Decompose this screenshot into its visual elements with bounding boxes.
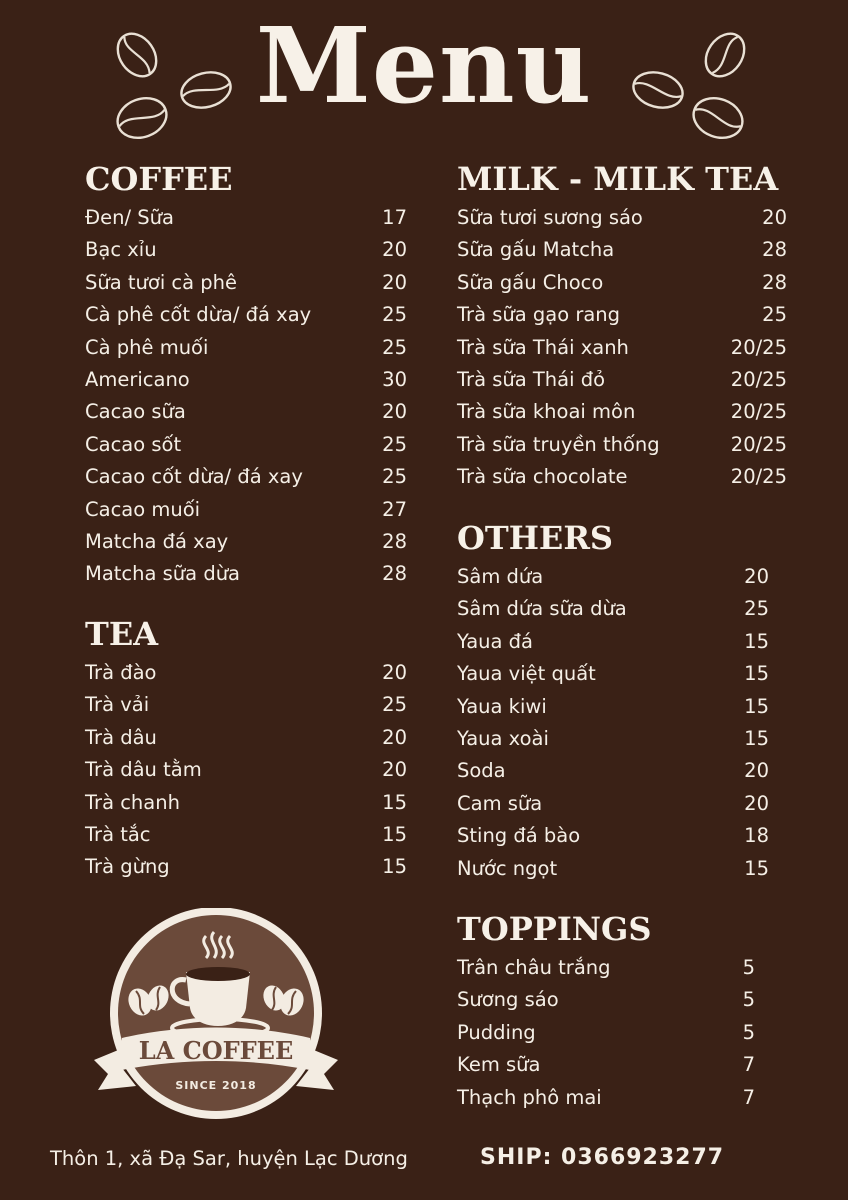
menu-item xyxy=(457,853,797,885)
menu-item xyxy=(85,819,415,851)
menu-item-price: 28 xyxy=(382,562,407,586)
menu-item-name: Americano xyxy=(85,367,190,391)
menu-item xyxy=(457,984,797,1016)
menu-item-name: Bạc xỉu xyxy=(85,238,157,262)
menu-item-price: 27 xyxy=(382,497,407,521)
menu-item-name: Cacao muối xyxy=(85,497,201,521)
menu-item-price: 20 xyxy=(382,238,407,262)
menu-item xyxy=(457,234,797,266)
menu-item-price: 20 xyxy=(382,400,407,424)
menu-item-name: Trà vải xyxy=(85,693,150,717)
menu-item-name: Trà sữa truyền thống xyxy=(457,432,660,456)
menu-item-name: Trà dâu xyxy=(85,725,157,749)
menu-item-price: 7 xyxy=(742,1085,755,1109)
address-text: Thôn 1, xã Đạ Sar, huyện Lạc Dương xyxy=(50,1147,408,1170)
menu-item-price: 15 xyxy=(744,662,769,686)
menu-item-price: 20 xyxy=(744,759,769,783)
menu-item-name: Sữa gấu Choco xyxy=(457,270,604,294)
menu-item-price: 25 xyxy=(382,335,407,359)
menu-item xyxy=(457,952,797,984)
menu-item xyxy=(457,1082,797,1114)
menu-item xyxy=(85,851,415,883)
menu-item xyxy=(457,723,797,755)
menu-item-name: Kem sữa xyxy=(457,1053,541,1077)
menu-item-name: Trà dâu tằm xyxy=(85,758,202,782)
menu-item-price: 20 xyxy=(382,725,407,749)
menu-item xyxy=(457,1049,797,1081)
menu-item-price: 7 xyxy=(742,1053,755,1077)
menu-item xyxy=(457,691,797,723)
menu-item-price: 20/25 xyxy=(730,400,787,424)
menu-item-price: 5 xyxy=(742,956,755,979)
menu-item-price: 20/25 xyxy=(730,432,787,456)
menu-item-name: Yaua kiwi xyxy=(457,694,547,718)
menu-item xyxy=(85,332,415,364)
menu-item-name: Trà sữa khoai môn xyxy=(457,400,636,424)
section-title: COFFEE xyxy=(85,160,233,198)
menu-item-name: Trà gừng xyxy=(85,855,170,879)
menu-item xyxy=(85,657,415,689)
menu-item-price: 28 xyxy=(762,238,787,262)
logo-since: SINCE 2018 xyxy=(175,1079,257,1092)
menu-item-name: Sting đá bào xyxy=(457,824,581,848)
menu-item-name: Matcha đá xay xyxy=(85,529,229,553)
menu-item-price: 25 xyxy=(382,693,407,717)
menu-item xyxy=(457,429,797,461)
menu-item-name: Yaua xoài xyxy=(457,726,549,750)
menu-item-price: 15 xyxy=(382,855,407,879)
menu-item-price: 30 xyxy=(382,367,407,391)
coffee-bean-icon xyxy=(690,92,746,144)
menu-item xyxy=(457,820,797,852)
menu-item-price: 20 xyxy=(744,565,769,588)
menu-item xyxy=(85,202,415,234)
menu-item-name: Cacao sữa xyxy=(85,400,186,424)
menu-item-price: 20/25 xyxy=(730,335,787,359)
menu-item-name: Matcha sữa dừa xyxy=(85,562,241,586)
menu-item-price: 5 xyxy=(742,988,755,1012)
menu-item-price: 15 xyxy=(382,822,407,846)
menu-item xyxy=(457,593,797,625)
menu-item-name: Trân châu trắng xyxy=(457,956,611,979)
menu-item-name: Yaua đá xyxy=(457,629,534,653)
menu-item-price: 20 xyxy=(744,791,769,815)
menu-item-name: Soda xyxy=(457,759,506,783)
section-title: TEA xyxy=(85,615,159,653)
menu-item xyxy=(85,267,415,299)
section-title: TOPPINGS xyxy=(457,910,652,948)
menu-item-name: Cacao sốt xyxy=(85,432,182,456)
menu-item-name: Sữa tươi sương sáo xyxy=(457,206,643,229)
menu-item-price: 25 xyxy=(382,465,407,489)
menu-item xyxy=(85,526,415,558)
coffee-section xyxy=(85,160,415,591)
menu-item-name: Cà phê cốt dừa/ đá xay xyxy=(85,303,312,327)
menu-item-price: 15 xyxy=(382,790,407,814)
menu-item xyxy=(85,494,415,526)
menu-item-price: 25 xyxy=(382,303,407,327)
menu-item xyxy=(85,558,415,590)
menu-item-price: 5 xyxy=(742,1020,755,1044)
menu-item-name: Trà sữa chocolate xyxy=(457,465,628,489)
others-section xyxy=(457,519,797,885)
menu-item xyxy=(85,396,415,428)
menu-item xyxy=(85,364,415,396)
menu-item xyxy=(457,788,797,820)
menu-title: Menu xyxy=(255,4,593,127)
menu-item xyxy=(457,396,797,428)
menu-item-name: Cà phê muối xyxy=(85,335,209,359)
menu-item-price: 15 xyxy=(744,856,769,880)
menu-item xyxy=(457,561,797,593)
tea-section xyxy=(85,615,415,884)
menu-item-price: 20 xyxy=(382,758,407,782)
menu-item-price: 28 xyxy=(762,270,787,294)
coffee-bean-icon xyxy=(114,92,170,144)
menu-item-name: Cam sữa xyxy=(457,791,543,815)
menu-item-name: Cacao cốt dừa/ đá xay xyxy=(85,465,303,489)
menu-item xyxy=(85,234,415,266)
menu-item xyxy=(457,332,797,364)
menu-item xyxy=(457,461,797,493)
menu-item xyxy=(85,722,415,754)
menu-item-price: 20 xyxy=(762,206,787,229)
section-title: MILK - MILK TEA xyxy=(457,160,779,198)
menu-item-price: 15 xyxy=(744,694,769,718)
menu-item xyxy=(457,658,797,690)
menu-item-name: Nước ngọt xyxy=(457,856,558,880)
menu-item xyxy=(457,626,797,658)
menu-item xyxy=(85,461,415,493)
menu-item xyxy=(457,1017,797,1049)
menu-item-name: Trà sữa Thái đỏ xyxy=(457,367,606,391)
menu-item-price: 25 xyxy=(744,597,769,621)
logo-name: LA COFFEE xyxy=(138,1036,294,1065)
menu-item-price: 17 xyxy=(382,206,407,229)
coffee-bean-icon xyxy=(700,28,750,82)
menu-item xyxy=(457,267,797,299)
menu-item-name: Trà chanh xyxy=(85,790,180,814)
menu-item-price: 20 xyxy=(382,661,407,684)
menu-item-name: Trà tắc xyxy=(85,822,151,846)
menu-item xyxy=(85,429,415,461)
menu-item-price: 20 xyxy=(382,270,407,294)
coffee-bean-icon xyxy=(178,68,234,112)
menu-item-price: 20/25 xyxy=(730,367,787,391)
menu-item xyxy=(85,689,415,721)
menu-item-price: 28 xyxy=(382,529,407,553)
menu-item-price: 18 xyxy=(744,824,769,848)
menu-item xyxy=(457,299,797,331)
toppings-section xyxy=(457,910,797,1114)
menu-item-name: Sữa gấu Matcha xyxy=(457,238,615,262)
menu-item xyxy=(457,202,797,234)
menu-item xyxy=(457,755,797,787)
menu-item-name: Trà sữa Thái xanh xyxy=(457,335,629,359)
menu-item xyxy=(457,364,797,396)
menu-item-price: 20/25 xyxy=(730,465,787,489)
menu-item-price: 15 xyxy=(744,629,769,653)
ship-phone: SHIP: 0366923277 xyxy=(480,1145,725,1170)
coffee-bean-icon xyxy=(630,68,686,112)
menu-item xyxy=(85,787,415,819)
menu-item-name: Trà sữa gạo rang xyxy=(457,303,621,327)
menu-item xyxy=(85,299,415,331)
section-title: OTHERS xyxy=(457,519,614,557)
menu-item xyxy=(85,754,415,786)
menu-item-name: Sương sáo xyxy=(457,988,559,1012)
menu-item-name: Pudding xyxy=(457,1020,536,1044)
menu-item-name: Yaua việt quất xyxy=(457,662,596,686)
coffee-bean-icon xyxy=(112,28,162,82)
menu-item-name: Sâm dứa xyxy=(457,565,544,588)
menu-item-name: Sâm dứa sữa dừa xyxy=(457,597,627,621)
menu-item-price: 25 xyxy=(762,303,787,327)
la-coffee-logo xyxy=(88,908,344,1128)
menu-item-name: Thạch phô mai xyxy=(457,1085,602,1109)
menu-item-name: Sữa tươi cà phê xyxy=(85,270,238,294)
milk-tea-section xyxy=(457,160,797,494)
menu-item-name: Đen/ Sữa xyxy=(85,206,174,229)
menu-item-name: Trà đào xyxy=(85,661,157,684)
menu-item-price: 25 xyxy=(382,432,407,456)
menu-item-price: 15 xyxy=(744,726,769,750)
